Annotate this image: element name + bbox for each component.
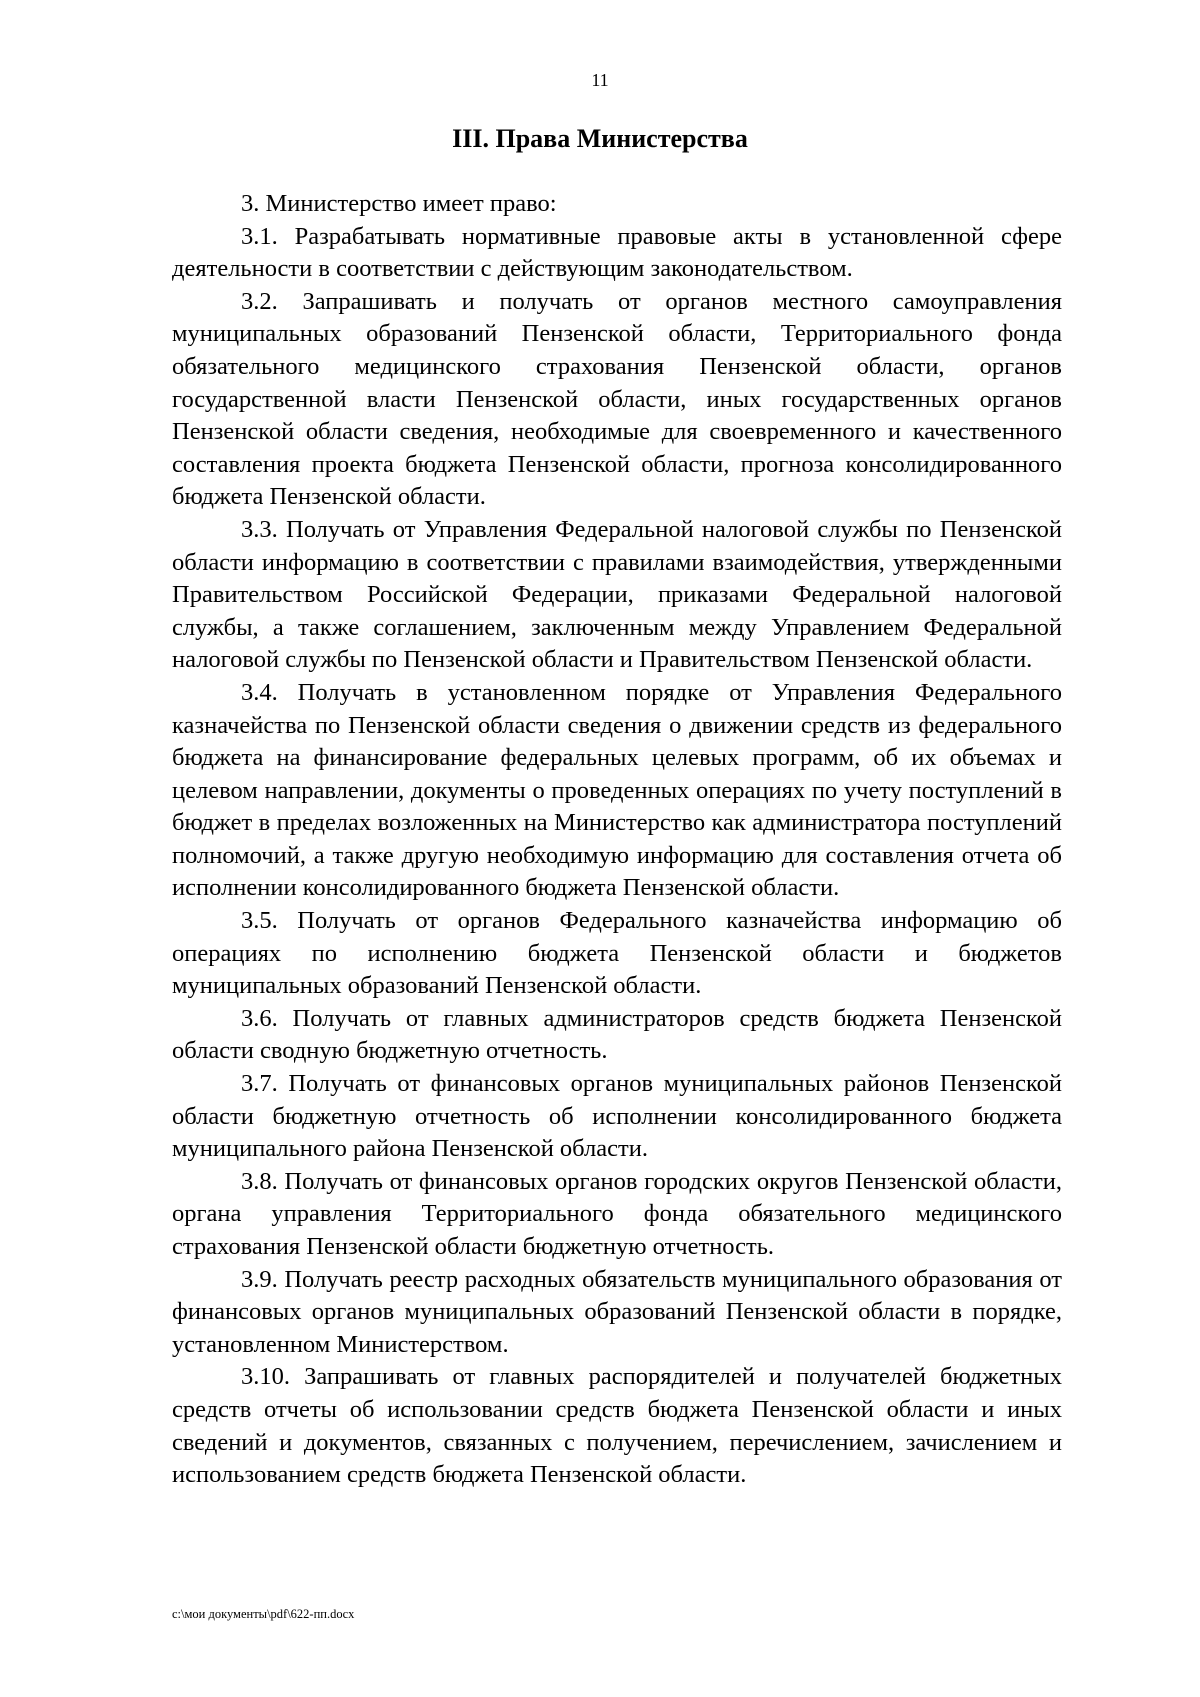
paragraph-3-8: 3.8. Получать от финансовых органов городских округов Пензенской области, органа управления Территориального фонда обязательного медицинского страхования Пензенской области бюджетную отчетность. [172, 1167, 1062, 1260]
paragraph-3-6: 3.6. Получать от главных администраторов средств бюджета Пензенской области сводную бюджетную отчетность. [172, 1004, 1062, 1065]
footer-file-path: c:\мои документы\pdf\622-пп.docx [172, 1607, 355, 1621]
paragraph-3-2: 3.2. Запрашивать и получать от органов местного самоуправления муниципальных образований Пензенской области, Территориального фонда обязательного медицинского страхования Пензенской области, органов государственной власти Пензенской области, иных государственных органов Пензенской области сведения, необходимые для своевременного и качественного составления проекта бюджета Пензенской области, прогноза консолидированного бюджета Пензенской области. [172, 287, 1062, 511]
document-body [172, 188, 1062, 1492]
paragraph-3-7: 3.7. Получать от финансовых органов муниципальных районов Пензенской области бюджетную отчетность об исполнении консолидированного бюджета муниципального района Пензенской области. [172, 1070, 1062, 1163]
section-title: III. Права Министерства [452, 124, 748, 153]
paragraph-3-10: 3.10. Запрашивать от главных распорядителей и получателей бюджетных средств отчеты об использовании средств бюджета Пензенской области и иных сведений и документов, связанных с получением, перечислением, зачислением и использованием средств бюджета Пензенской области. [172, 1363, 1062, 1489]
page-number: 11 [591, 70, 609, 90]
paragraph-3-9: 3.9. Получать реестр расходных обязательств муниципального образования от финансовых органов муниципальных образований Пензенской области в порядке, установленном Министерством. [172, 1265, 1062, 1358]
paragraph-intro: 3. Министерство имеет право: [241, 190, 557, 217]
paragraph-3-4: 3.4. Получать в установленном порядке от Управления Федерального казначейства по Пензенской области сведения о движении средств из федерального бюджета на финансирование федеральных целевых программ, об их объемах и целевом направлении, документы о проведенных операциях по учету поступлений в бюджет в пределах возложенных на Министерство как администратора поступлений полномочий, а также другую необходимую информацию для составления отчета об исполнении консолидированного бюджета Пензенской области. [172, 678, 1062, 902]
paragraph-3-1: 3.1. Разрабатывать нормативные правовые акты в установленной сфере деятельности в соответствии с действующим законодательством. [172, 222, 1062, 283]
paragraph-3-3: 3.3. Получать от Управления Федеральной налоговой службы по Пензенской области информацию в соответствии с правилами взаимодействия, утвержденными Правительством Российской Федерации, приказами Федеральной налоговой службы, а также соглашением, заключенным между Управлением Федеральной налоговой службы по Пензенской области и Правительством Пензенской области. [172, 515, 1062, 674]
paragraph-3-5: 3.5. Получать от органов Федерального казначейства информацию об операциях по исполнению бюджета Пензенской области и бюджетов муниципальных образований Пензенской области. [172, 907, 1062, 1000]
